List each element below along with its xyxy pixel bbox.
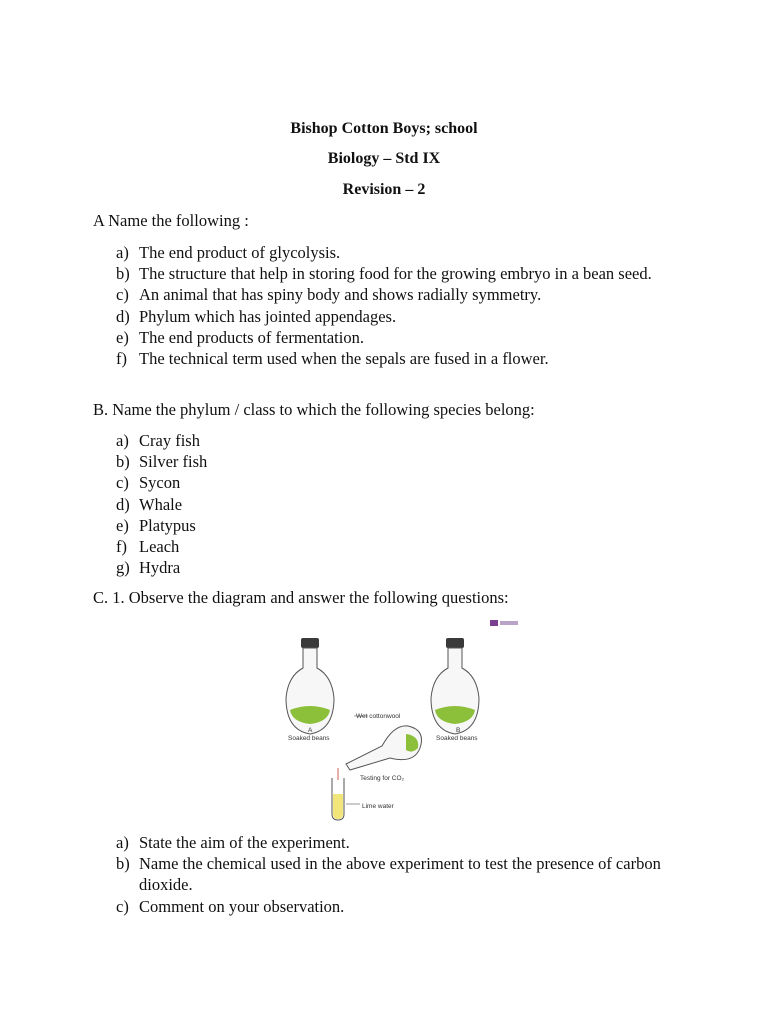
tilted-flask <box>346 726 422 770</box>
revision-title: Revision – 2 <box>342 181 426 198</box>
section-a-list <box>116 242 676 369</box>
publisher-logo-text <box>500 621 518 625</box>
section-c-title: C. 1. Observe the diagram and answer the following questions: <box>93 588 509 607</box>
list-item: a) The end product of glycolysis. <box>116 243 341 262</box>
list-item: d) Phylum which has jointed appendages. <box>116 306 397 326</box>
list-item: d) Whale <box>116 494 183 514</box>
label-b-beans: Soaked beans <box>436 735 478 742</box>
experiment-diagram <box>280 618 532 824</box>
label-a-beans: Soaked beans <box>288 735 330 742</box>
section-b-list <box>116 430 676 578</box>
section-c-list <box>116 832 676 917</box>
label-lime-water: Lime water <box>362 803 394 810</box>
label-wet-cottonwool: Wet cottonwool <box>356 713 401 720</box>
school-title: Bishop Cotton Boys; school <box>290 120 478 137</box>
list-item: f) The technical term used when the sepals are fused in a flower. <box>116 349 549 369</box>
list-item: b) Name the chemical used in the above experiment to test the presence of carbon dioxide. <box>116 854 661 895</box>
list-item: c) Comment on your observation. <box>116 896 345 916</box>
publisher-logo <box>490 620 498 626</box>
list-item: b) Silver fish <box>116 452 208 472</box>
list-item: e) The end products of fermentation. <box>116 327 364 347</box>
list-item: f) Leach <box>116 537 180 557</box>
flask-b <box>431 638 479 734</box>
list-item: a) Cray fish <box>116 431 200 450</box>
flask-a <box>286 638 334 734</box>
subject-title: Biology – Std IX <box>327 150 441 167</box>
lime-water <box>333 794 343 819</box>
stopper-a <box>301 638 319 648</box>
label-flask-a: A <box>308 727 313 734</box>
section-a-title: A Name the following : <box>93 211 249 230</box>
stopper-b <box>446 638 464 648</box>
list-item: a) State the aim of the experiment. <box>116 833 350 852</box>
list-item: e) Platypus <box>116 515 196 535</box>
list-item: b) The structure that help in storing food for the growing embryo in a bean seed. <box>116 264 652 284</box>
label-testing-co2: Testing for CO₂ <box>360 775 405 782</box>
test-tube <box>332 768 344 820</box>
label-flask-b: B <box>456 727 461 734</box>
list-item: c) Sycon <box>116 473 181 493</box>
list-item: c) An animal that has spiny body and shows radially symmetry. <box>116 285 542 305</box>
section-b-title: B. Name the phylum / class to which the following species belong: <box>93 400 535 419</box>
list-item: g) Hydra <box>116 558 181 578</box>
